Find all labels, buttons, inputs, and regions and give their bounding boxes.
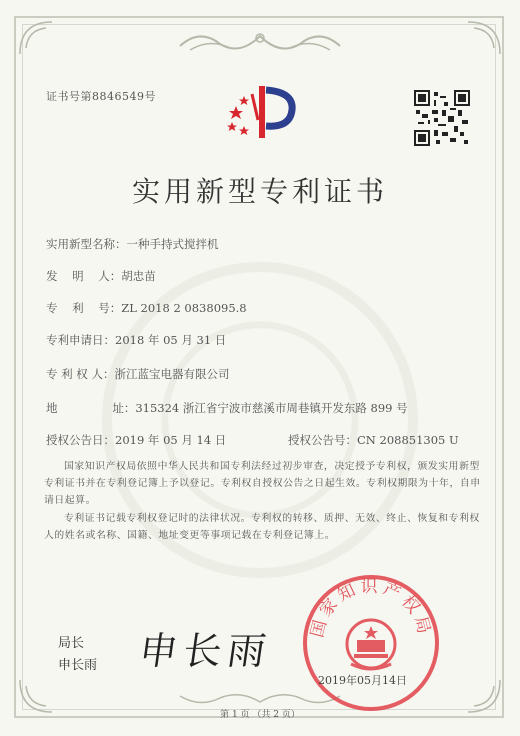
certificate-title: 实用新型专利证书: [131, 175, 388, 208]
utility-model-name-label: 实用新型名称：: [46, 237, 127, 251]
address-label: 地 址：: [46, 401, 136, 415]
seal-text: 国家知识产权局: [307, 577, 435, 640]
grant-date-value: 2019 年 05 月 14 日: [115, 433, 227, 447]
body-paragraph-1: 国家知识产权局依照中华人民共和国专利法经过初步审查，决定授予专利权，颁发实用新型专利证书并在专利登记簿上予以登记。专利权自授权公告之日起生效。专利权期限为十年，自申请日起算。: [44, 461, 481, 506]
inventor-label: 发 明 人：: [46, 269, 122, 283]
field-grant-date: [46, 432, 226, 448]
address-value: 315324 浙江省宁波市慈溪市周巷镇开发东路 899 号: [135, 401, 408, 415]
field-address: [46, 400, 408, 416]
national-emblem-icon: [347, 620, 395, 669]
official-seal: [296, 568, 446, 718]
grant-date-label: 授权公告日：: [46, 433, 115, 447]
page-footer: 第 1 页 （共 2 页）: [220, 710, 300, 720]
qr-code: [414, 90, 470, 146]
field-utility-model-name: [46, 236, 219, 252]
handwritten-signature: 申长雨: [136, 629, 275, 673]
top-ornament: [170, 26, 350, 56]
field-filing-date: [46, 332, 226, 348]
field-inventor: [46, 268, 156, 284]
field-patent-number: [46, 300, 247, 316]
cnipa-logo: [222, 80, 302, 144]
patentee-value: 浙江蓝宝电器有限公司: [114, 367, 230, 381]
filing-date-label: 专利申请日：: [46, 333, 115, 347]
filing-date-value: 2018 年 05 月 31 日: [115, 333, 227, 347]
utility-model-name-value: 一种手持式搅拌机: [126, 237, 219, 251]
corner-ornament-tr: [464, 18, 504, 58]
signatory-title: 局长: [58, 636, 85, 651]
corner-ornament-tl: [16, 18, 56, 58]
seal-date: 2019年05月14日: [318, 674, 407, 687]
patent-number-label: 专 利 号：: [46, 301, 122, 315]
certificate-number: 证书号第8846549号: [46, 90, 156, 103]
patent-number-value: ZL 2018 2 0838095.8: [121, 301, 247, 315]
signatory-name: 申长雨: [58, 658, 98, 673]
field-patentee: [46, 366, 229, 382]
body-paragraph-2: 专利证书记载专利权登记时的法律状况。专利权的转移、质押、无效、终止、恢复和专利权人的姓名或名称、国籍、地址变更等事项记载在专利登记簿上。: [44, 513, 480, 541]
field-grant-number: [288, 432, 459, 448]
grant-number-label: 授权公告号：: [288, 433, 357, 447]
grant-number-value: CN 208851305 U: [357, 433, 459, 447]
inventor-value: 胡忠苗: [121, 269, 156, 283]
patentee-label: 专 利 权 人：: [46, 367, 115, 381]
